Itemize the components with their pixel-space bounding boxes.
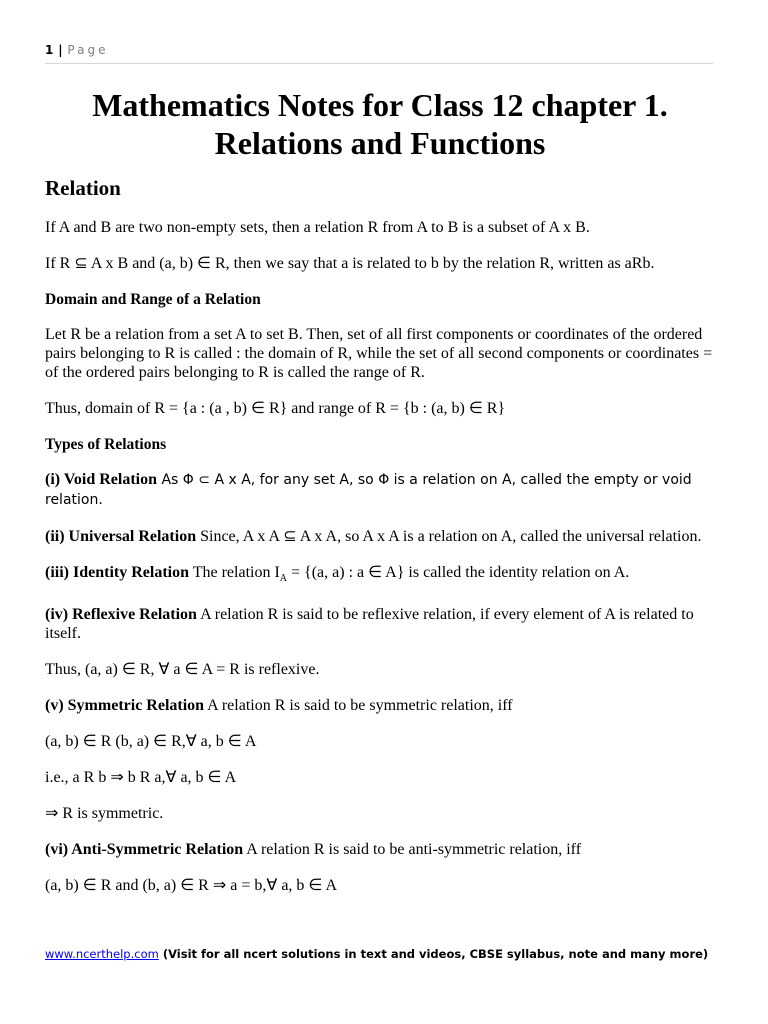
document-body: [45, 86, 715, 912]
page-header: [45, 43, 713, 64]
identity-text-1: The relation I: [189, 564, 280, 581]
antisymmetric-text: A relation R is said to be anti-symmetric relation, iff: [243, 841, 582, 859]
paragraph-related: If R ⊆ A x B and (a, b) ∈ R, then we say that a is related to b by the relation R, written as aRb.: [45, 255, 655, 272]
item-symmetric-relation: [45, 696, 715, 715]
paragraph-domain-formula: Thus, domain of R = {a : (a , b) ∈ R} and range of R = {b : (a, b) ∈ R}: [45, 400, 506, 417]
symmetric-equation-3: ⇒ R is symmetric.: [45, 805, 164, 823]
page-footer: [45, 947, 708, 961]
void-label: (i) Void Relation: [45, 471, 158, 488]
symmetric-equation-1: (a, b) ∈ R (b, a) ∈ R,∀ a, b ∈ A: [45, 733, 257, 751]
identity-subscript: A: [279, 573, 288, 585]
antisymmetric-equation: (a, b) ∈ R and (b, a) ∈ R ⇒ a = b,∀ a, b ∈ A: [45, 877, 338, 895]
section-heading-relation: Relation: [45, 176, 121, 200]
paragraph-domain-range: Let R be a relation from a set A to set B. Then, set of all first components or coordinates of the ordered pairs belonging to R is called : the domain of R, while the set of all second components or coordinates = of the ordered pairs belonging to R is called the range of R.: [45, 326, 713, 381]
heading-domain-range: Domain and Range of a Relation: [45, 291, 261, 308]
item-universal-relation: [45, 527, 715, 546]
symmetric-equation-2: i.e., a R b ⇒ b R a,∀ a, b ∈ A: [45, 769, 237, 787]
reflexive-equation: Thus, (a, a) ∈ R, ∀ a ∈ A = R is reflexive.: [45, 661, 320, 679]
page-label: Page: [67, 43, 109, 57]
reflexive-label: (iv) Reflexive Relation: [45, 606, 197, 624]
symmetric-text: A relation R is said to be symmetric relation, iff: [204, 697, 513, 715]
document-title: Mathematics Notes for Class 12 chapter 1. Relations and Functions: [92, 87, 668, 161]
identity-label: (iii) Identity Relation: [45, 564, 189, 581]
page-number: 1: [45, 43, 54, 57]
symmetric-label: (v) Symmetric Relation: [45, 697, 205, 715]
void-text: As Φ ⊂ A x A, for any set A, so Φ is a relation on A, called the empty or void relation.: [45, 472, 692, 508]
item-void-relation: [45, 470, 715, 510]
universal-label: (ii) Universal Relation: [45, 528, 197, 545]
paragraph-definition: If A and B are two non-empty sets, then a relation R from A to B is a subset of A x B.: [45, 219, 590, 236]
item-antisymmetric-relation: [45, 840, 715, 859]
footer-link[interactable]: www.ncerthelp.com: [45, 947, 159, 961]
footer-note: (Visit for all ncert solutions in text and videos, CBSE syllabus, note and many more): [158, 947, 709, 961]
reflexive-text: A relation R is said to be reflexive relation, if every element of A is related to itself.: [45, 606, 694, 643]
page-separator: |: [58, 43, 64, 57]
antisymmetric-label: (vi) Anti-Symmetric Relation: [45, 841, 244, 859]
item-reflexive-relation: [45, 605, 715, 643]
identity-text-2: = {(a, a) : a ∈ A} is called the identity relation on A.: [287, 564, 630, 581]
universal-text: Since, A x A ⊆ A x A, so A x A is a relation on A, called the universal relation.: [196, 528, 702, 545]
item-identity-relation: [45, 563, 715, 588]
heading-types: Types of Relations: [45, 436, 167, 453]
